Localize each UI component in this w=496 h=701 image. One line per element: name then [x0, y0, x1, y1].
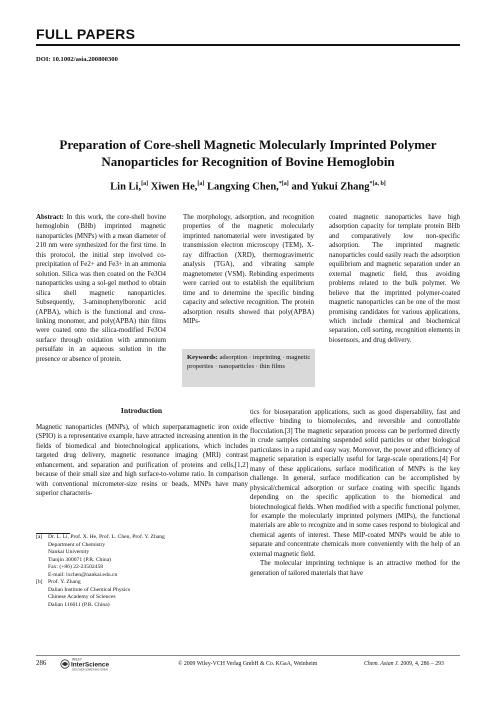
logo-sub-text: DISCOVER SOMETHING GREAT: [72, 668, 109, 672]
abstract-text: In this work, the core-shell bovine hemoglobin (BHb) imprinted magnetic nanoparticles (MNPs) with a mean diameter of 210 nm were synthesized for the first time. In this protocol, the initial step involved co-precipitation of Fe2+ and Fe3+ in an ammonia solution. Silica was then coated on the Fe3O4 nanoparticles using a sol-gel method to obtain silica shell magnetic nanoparticles. Subsequently, 3-aminophenylboronic acid (APBA), which is the functional and cross-linking monomer, and poly(APBA) thin films were coated onto the silica-modified Fe3O4 surface through oxidation with ammonium persulfate in an aqueous solution in the presence or absence of protein.: [36, 214, 167, 363]
introduction-column-1: [36, 423, 248, 499]
abstract-column-3: [329, 213, 460, 345]
abstract-label: Abstract:: [36, 214, 64, 221]
logo-top-text: WILEY: [72, 657, 82, 662]
section-label: FULL PAPERS: [36, 26, 136, 42]
introduction-heading: Introduction: [120, 406, 163, 415]
copyright: © 2009 Wiley-VCH Verlag GmbH & Co. KGaA, Weinheim: [178, 661, 318, 667]
article-title: [36, 136, 460, 170]
keywords-box: [182, 349, 315, 387]
footnote-line: Nankai University: [48, 549, 90, 555]
author-list: [36, 181, 460, 193]
footnote-mark: [a]: [36, 534, 43, 540]
footnote-b: [36, 579, 248, 609]
journal-name: Chem. Asian J.: [364, 661, 399, 667]
abstract-text: coated magnetic nanoparticles have high adsorption capacity for template protein BHb and comparatively low non-specific adsorption. The imprinted magnetic nanoparticles could easily reach the adsorption equilibrium and magnetic separation under an external magnetic field, thus avoiding problems related to the bulk polymer. We believe that the imprinted polymer-coated magnetic nanoparticles can be one of the most promising candidates for various applications, which include chemical and biochemical separation, cell sorting, recognition elements in biosensors, and drug delivery.: [329, 214, 460, 344]
interscience-logo: [60, 656, 122, 672]
abstract-column-1: [36, 213, 166, 364]
title-line-2: Nanoparticles for Recognition of Bovine Hemoglobin: [101, 154, 395, 169]
journal-citation: [364, 661, 444, 667]
author-affiliation: [a]: [197, 181, 205, 187]
body-paragraph: The molecular imprinting technique is an attractive method for the generation of tailored materials that have: [250, 560, 460, 577]
affiliation-footnotes: [36, 534, 248, 609]
footnote-mark: [b]: [36, 579, 43, 585]
footnote-line: Tianjin 300071 (P.R. China): [48, 556, 112, 563]
doi: DOI: 10.1002/asia.200800300: [36, 56, 118, 63]
author-name: Langxing Chen,: [207, 181, 279, 193]
header-rule: [36, 44, 460, 46]
author-affiliation: *[a]: [278, 181, 289, 187]
keywords-text: adsorption · imprinting · magnetic properties · nanoparticles · thin films: [187, 354, 311, 370]
footnote-a: [36, 534, 248, 579]
introduction-column-2: [250, 408, 460, 578]
author-name: Lin Li,: [110, 181, 142, 193]
author-name: and Yukui Zhang: [291, 181, 370, 193]
author-affiliation: *[a, b]: [369, 181, 386, 187]
footnote-line: Chinese Academy of Sciences: [48, 594, 116, 600]
footnote-line: Dalian 116011 (P.R. China): [48, 601, 110, 608]
abstract-text: The morphology, adsorption, and recognition properties of the magnetic molecularly imprinted nanomaterial were investigated by transmission electron microscopy (TEM), X-ray diffraction (XRD), thermogravimetric analysis (TGA), and vibrating sample magnetometer (VSM). Rebinding experiments were carried out to establish the equilibrium time and to determine the specific binding capacity and selective recognition. The protein adsorption results showed that poly(APBA) MIPs-: [183, 214, 314, 325]
body-paragraph: tics for bioseparation applications, such as good dispersability, fast and effective binding to biomolecules, and reversible and controllable flocculation.[3] The magnetic separation process can be performed directly in crude samples containing suspended solid particles or other biological particulates in a rapid and easy way. Moreover, the power and efficiency of magnetic separation is especially useful for large-scale operations.[4] For many of these applications, surface modification of MNPs is the key challenge. In general, surface modification can be accomplished by physical/chemical adsorption or surface coating with specific ligands depending on the specific application to the biomedical and biotechnological fields. When modified with a specific functional polymer, for example the molecularly imprinted polymers (MIPs), the functional materials are able to recognize and in some cases respond to biological and chemical agents of interest. These MIP-coated MNPs would be able to separate and concentrate chemicals more conveniently with the help of an external magnetic field.: [250, 409, 460, 558]
abstract-column-2: [183, 213, 314, 326]
footnote-line: Prof. Y. Zhang: [48, 579, 81, 585]
logo-main-text: InterScience: [71, 661, 110, 669]
keywords-label: Keywords:: [187, 354, 218, 361]
author-affiliation: [a]: [141, 181, 149, 187]
footnote-line: Fax: (+86) 22-23502458: [48, 564, 104, 570]
journal-volume: 2009, 4, 286 – 293: [400, 661, 444, 667]
author-name: Xiwen He,: [150, 181, 198, 193]
footnote-line: Dalian Institute of Chemical Physics: [48, 586, 131, 593]
footnote-line: Department of Chemistry: [48, 541, 106, 548]
footnote-line: Dr. L. Li, Prof. X. He, Prof. L. Chen, Prof. Y. Zhang: [48, 534, 165, 540]
title-line-1: Preparation of Core-shell Magnetic Molecularly Imprinted Polymer: [59, 137, 437, 152]
body-paragraph: Magnetic nanoparticles (MNPs), of which superparamagnetic iron oxide (SPIO) is a representative example, have attracted increasing attention in the fields of biomedical and biotechnological applications, which includes targeted drug delivery, magnetic resonance imaging (MRI) contrast enhancement, and separation and purification of proteins and cells,[1,2] because of their small size and high surface-to-volume ratio. In comparison with conventional micrometer-size resins or beads, MNPs have many superior characteris-: [36, 424, 248, 498]
footnote-line: E-mail: lxchen@nankai.edu.cn: [48, 571, 118, 578]
page-number: 286: [36, 660, 47, 667]
